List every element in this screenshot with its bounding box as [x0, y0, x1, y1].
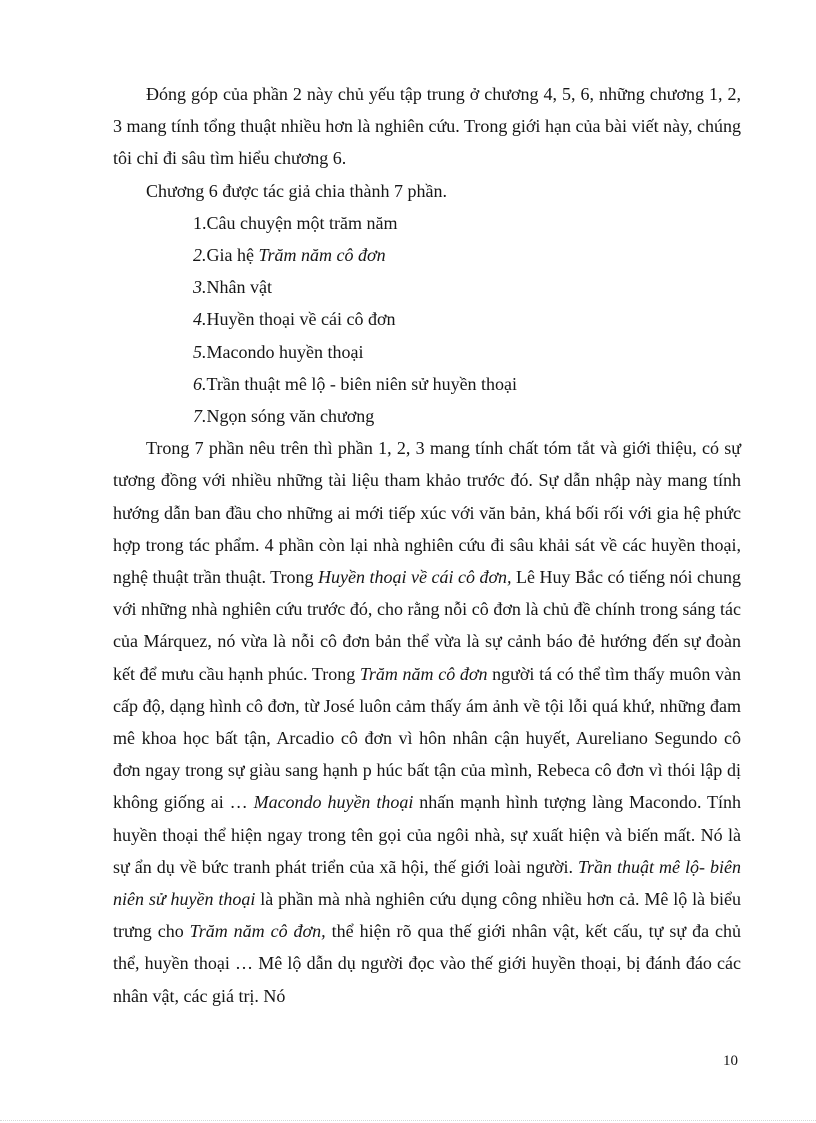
list-number: 5. [193, 341, 207, 362]
list-item [193, 207, 741, 239]
list-number: 3. [193, 277, 207, 298]
list-text: Trần thuật mê lộ - biên niên sử huyền thoại [206, 373, 518, 394]
list-text: Ngọn sóng văn chương [206, 406, 375, 427]
italic-title: Trăm năm cô đơn, [189, 921, 326, 942]
list-item [193, 400, 741, 432]
list-number: 7. [193, 406, 207, 427]
text-run: Trong 7 phần nêu trên thì phần 1, 2, 3 mang tính chất tóm tắt và giới thiệu, có sự tương đồng với nhiều những tài liệu tham khảo trước đó. Sự dẫn nhập này mang tính hướng dẫn ban đầu cho những ai mới tiếp xúc với văn bản, khá bối rối với gia hệ phức hợp trong tác phẩm. 4 phần còn lại nhà nghiên cứu đi sâu khải sát về các huyền thoại, nghệ thuật trần thuật. Trong [113, 438, 741, 588]
italic-title: Macondo huyền thoại [253, 792, 414, 813]
list-text: Câu chuyện một trăm năm [206, 212, 398, 233]
italic-title: Huyền thoại về cái cô đơn, [318, 567, 512, 588]
list-text: Gia hệ [206, 245, 259, 266]
italic-title: Trăm năm cô đơn [359, 663, 488, 684]
list-number: 1. [193, 212, 207, 233]
list-number: 4. [193, 309, 207, 330]
list-item [193, 271, 741, 303]
italic-title: Trần thuật mê lộ- biên niên sử huyền thoại [113, 856, 741, 910]
body-text [113, 78, 741, 1012]
paragraph: Chương 6 được tác giả chia thành 7 phần. [146, 180, 447, 201]
list-item [193, 239, 741, 271]
text-run: nhấn mạnh hình tượng làng Macondo. Tính huyền thoại thể hiện ngay trong tên gọi của ngôi nhà, sự xuất hiện và biến mất. Nó là sự ẩn dụ về bức tranh phát triển của xã hội, thế giới loài người. [113, 792, 742, 877]
paragraph [113, 432, 741, 1012]
list-item [193, 368, 741, 400]
list-text: Macondo huyền thoại [206, 341, 364, 362]
text-run: Lê Huy Bắc có tiếng nói chung với những nhà nghiên cứu trước đó, cho rằng nỗi cô đơn là chủ đề chính trong sáng tác của Márquez, nó vừa là nỗi cô đơn bản thể vừa là sự cảnh báo đẻ hướng đến sự đoàn kết để mưu cầu hạnh phúc. Trong [113, 567, 741, 684]
page-bottom-divider [0, 1120, 816, 1121]
page-number: 10 [723, 1053, 738, 1069]
chapter-parts-list [113, 207, 741, 432]
list-number: 6. [193, 373, 207, 394]
list-item [193, 303, 741, 335]
text-run: người tá có thể tìm thấy muôn vàn cấp độ, dạng hình cô đơn, từ José luôn cảm thấy ám ảnh về tội lỗi quá khứ, những đam mê khoa học bất tận, Arcadio cô đơn vì hôn nhân cận huyết, Aureliano Segundo cô đơn ngay trong sự giàu sang hạnh p húc bất tận của mình, Rebeca cô đơn vì thói lập dị không giống ai … [113, 663, 741, 813]
list-number: 2. [193, 245, 207, 266]
text-run: là phần mà nhà nghiên cứu dụng công nhiều hơn cả. Mê lộ là biểu trưng cho [113, 889, 741, 942]
list-text: Huyền thoại về cái cô đơn [206, 309, 396, 330]
paragraph: Đóng góp của phần 2 này chủ yếu tập trung ở chương 4, 5, 6, những chương 1, 2, 3 mang tính tổng thuật nhiều hơn là nghiên cứu. Trong giới hạn của bài viết này, chúng tôi chỉ đi sâu tìm hiểu chương 6. [113, 84, 741, 169]
list-text: Nhân vật [206, 277, 272, 298]
list-text-italic: Trăm năm cô đơn [258, 245, 386, 266]
text-run: thể hiện rõ qua thế giới nhân vật, kết cấu, tự sự đa chủ thể, huyền thoại … Mê lộ dẫn dụ người đọc vào thế giới huyền thoại, bị đánh đáo các nhân vật, các giá trị. Nó [113, 921, 742, 1006]
list-item [193, 336, 741, 368]
